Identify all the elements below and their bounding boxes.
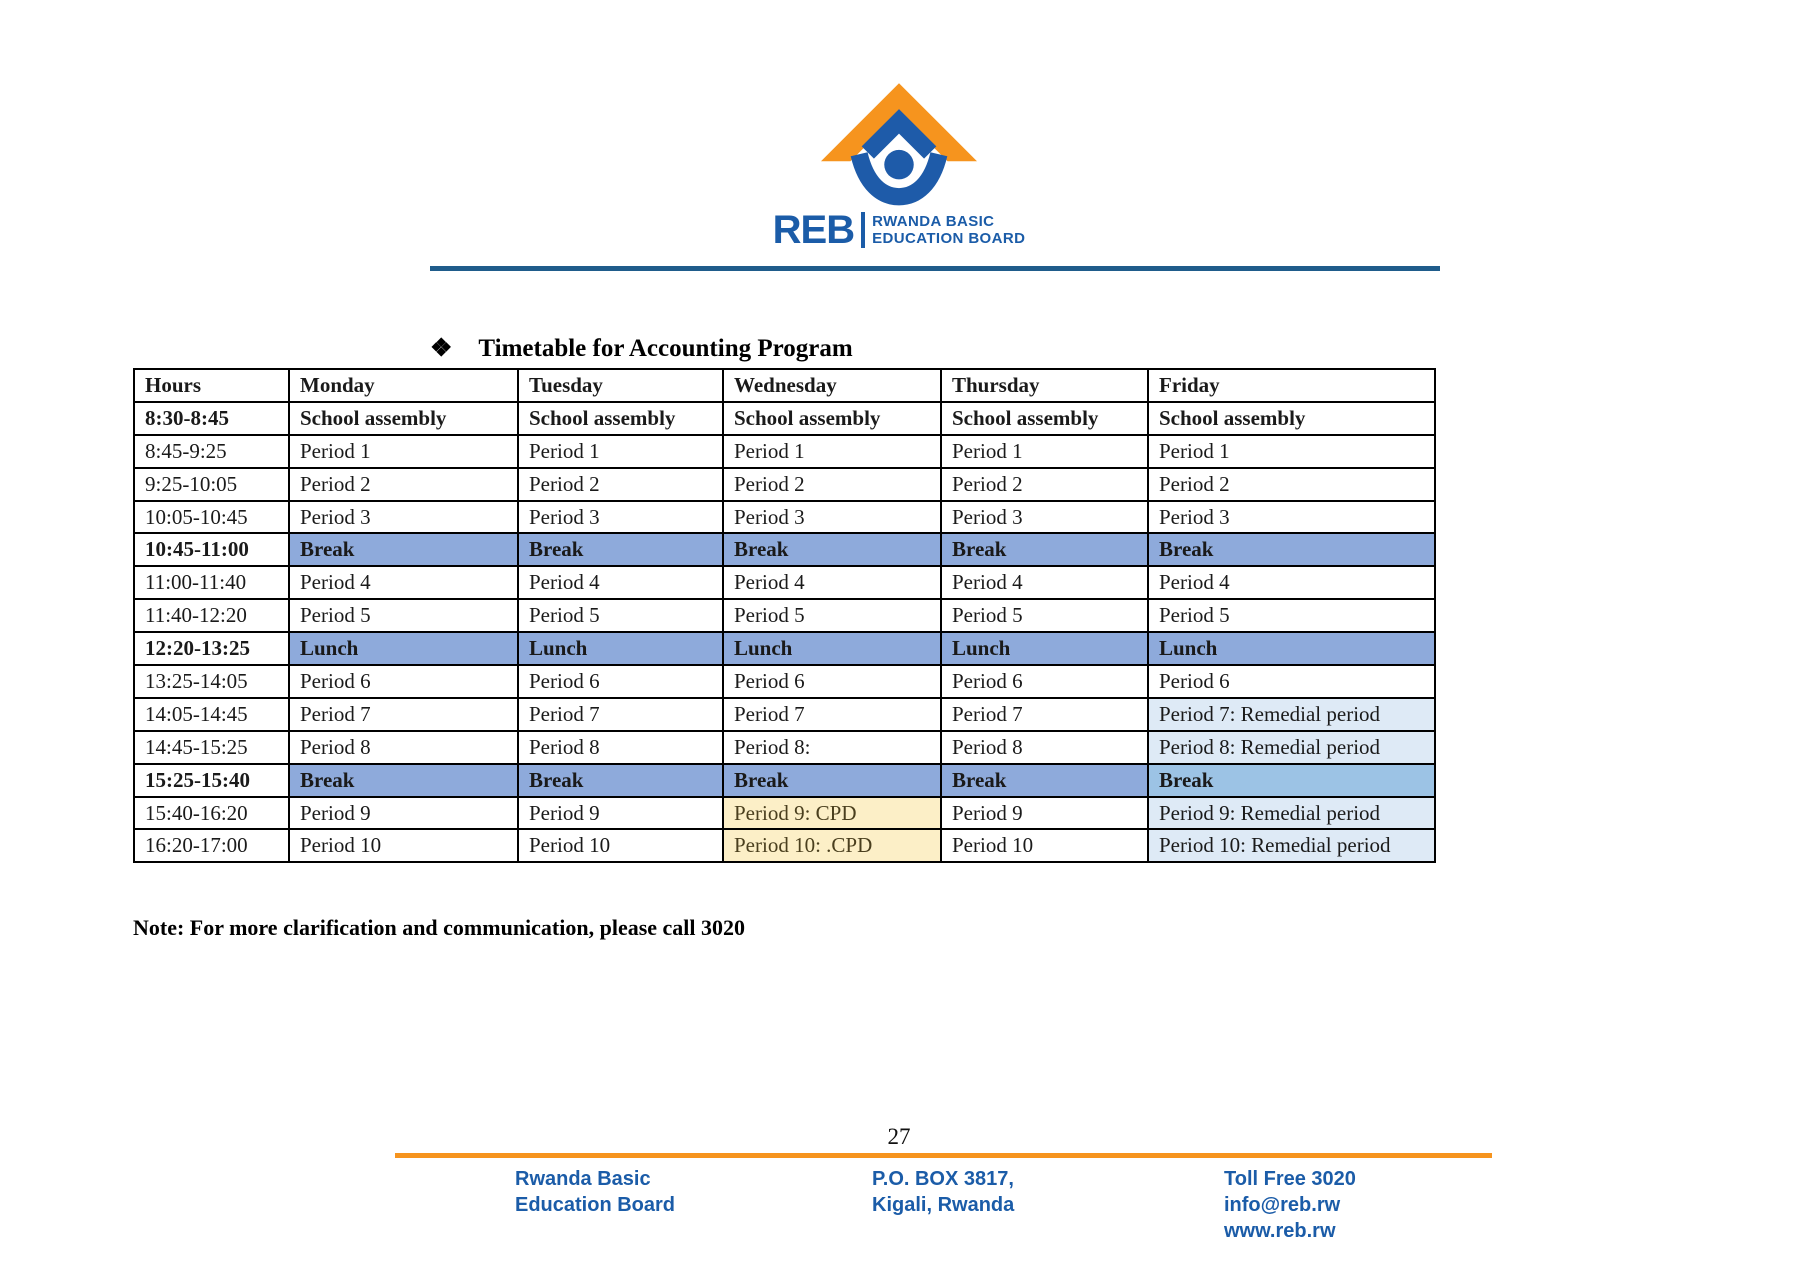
reb-logo-icon bbox=[801, 78, 997, 208]
day-cell: Period 5 bbox=[1148, 599, 1435, 632]
day-cell: Period 3 bbox=[289, 501, 518, 534]
day-cell: Lunch bbox=[723, 632, 941, 665]
table-row bbox=[134, 402, 1435, 435]
day-cell: Break bbox=[723, 533, 941, 566]
day-cell: Period 9 bbox=[289, 797, 518, 830]
day-cell: Period 9 bbox=[518, 797, 723, 830]
day-cell: Period 2 bbox=[1148, 468, 1435, 501]
table-row bbox=[134, 599, 1435, 632]
day-cell: Period 1 bbox=[289, 435, 518, 468]
page-number: 27 bbox=[887, 1124, 911, 1149]
day-cell: Period 5 bbox=[723, 599, 941, 632]
table-row bbox=[134, 797, 1435, 830]
day-cell: Break bbox=[518, 533, 723, 566]
day-cell: Period 4 bbox=[941, 566, 1148, 599]
footer-org-line1: Rwanda Basic bbox=[515, 1168, 651, 1190]
day-cell: Period 6 bbox=[941, 665, 1148, 698]
table-row bbox=[134, 632, 1435, 665]
hours-cell: 12:20-13:25 bbox=[134, 632, 289, 665]
day-cell: Lunch bbox=[289, 632, 518, 665]
hours-cell: 8:30-8:45 bbox=[134, 402, 289, 435]
table-row bbox=[134, 698, 1435, 731]
day-cell: Period 10 bbox=[289, 829, 518, 862]
footer-address bbox=[872, 1166, 1014, 1218]
table-row bbox=[134, 764, 1435, 797]
footer-tollfree: Toll Free 3020 bbox=[1224, 1168, 1356, 1190]
table-row bbox=[134, 533, 1435, 566]
wordmark-divider bbox=[861, 212, 865, 248]
hours-cell: 14:45-15:25 bbox=[134, 731, 289, 764]
hours-cell: 10:05-10:45 bbox=[134, 501, 289, 534]
day-cell: Break bbox=[941, 764, 1148, 797]
table-row bbox=[134, 829, 1435, 862]
day-cell: Period 9: Remedial period bbox=[1148, 797, 1435, 830]
hours-cell: 15:25-15:40 bbox=[134, 764, 289, 797]
day-cell: Period 7 bbox=[723, 698, 941, 731]
hours-cell: 16:20-17:00 bbox=[134, 829, 289, 862]
day-cell: Lunch bbox=[941, 632, 1148, 665]
timetable-title bbox=[430, 333, 853, 363]
reb-logo-wordmark bbox=[773, 210, 1026, 250]
day-cell: Period 1 bbox=[723, 435, 941, 468]
day-cell: Period 8: Remedial period bbox=[1148, 731, 1435, 764]
day-cell: Period 7 bbox=[289, 698, 518, 731]
table-row bbox=[134, 731, 1435, 764]
hours-cell: 15:40-16:20 bbox=[134, 797, 289, 830]
day-cell: Period 10: Remedial period bbox=[1148, 829, 1435, 862]
brand-name-line1: RWANDA BASIC bbox=[872, 213, 995, 230]
day-cell: Period 6 bbox=[723, 665, 941, 698]
day-cell: Period 6 bbox=[289, 665, 518, 698]
day-cell: Period 10 bbox=[518, 829, 723, 862]
day-cell: Period 4 bbox=[289, 566, 518, 599]
day-cell: Period 7 bbox=[518, 698, 723, 731]
header-divider-line bbox=[430, 266, 1440, 271]
day-cell: Period 7: Remedial period bbox=[1148, 698, 1435, 731]
timetable-title-text: Timetable for Accounting Program bbox=[478, 335, 853, 362]
day-cell: Period 2 bbox=[723, 468, 941, 501]
note-text: Note: For more clarification and communication, please call 3020 bbox=[133, 915, 746, 940]
table-row bbox=[134, 566, 1435, 599]
day-cell: Period 4 bbox=[518, 566, 723, 599]
day-cell: Break bbox=[1148, 533, 1435, 566]
day-cell: Period 6 bbox=[518, 665, 723, 698]
day-cell: School assembly bbox=[941, 402, 1148, 435]
hours-cell: 13:25-14:05 bbox=[134, 665, 289, 698]
day-cell: Period 2 bbox=[289, 468, 518, 501]
day-cell: Period 9: CPD bbox=[723, 797, 941, 830]
day-cell: Break bbox=[289, 533, 518, 566]
day-cell: Break bbox=[1148, 764, 1435, 797]
day-cell: School assembly bbox=[1148, 402, 1435, 435]
hours-cell: 10:45-11:00 bbox=[134, 533, 289, 566]
footer-divider-line bbox=[395, 1153, 1492, 1158]
footer-org bbox=[515, 1166, 675, 1218]
table-row bbox=[134, 665, 1435, 698]
reb-acronym: REB bbox=[772, 208, 855, 252]
footer-website: www.reb.rw bbox=[1224, 1220, 1336, 1242]
column-header: Tuesday bbox=[518, 369, 723, 402]
timetable bbox=[133, 368, 1436, 863]
day-cell: Break bbox=[723, 764, 941, 797]
hours-cell: 14:05-14:45 bbox=[134, 698, 289, 731]
reb-logo bbox=[0, 78, 1798, 250]
day-cell: Period 1 bbox=[941, 435, 1148, 468]
day-cell: Period 2 bbox=[518, 468, 723, 501]
day-cell: Period 5 bbox=[289, 599, 518, 632]
day-cell: Period 10: .CPD bbox=[723, 829, 941, 862]
footer-address-line1: P.O. BOX 3817, bbox=[872, 1168, 1014, 1190]
day-cell: Period 1 bbox=[518, 435, 723, 468]
day-cell: Period 9 bbox=[941, 797, 1148, 830]
column-header: Hours bbox=[134, 369, 289, 402]
day-cell: Period 5 bbox=[518, 599, 723, 632]
diamond-bullet-icon: ❖ bbox=[430, 335, 453, 362]
day-cell: Period 3 bbox=[1148, 501, 1435, 534]
day-cell: Break bbox=[941, 533, 1148, 566]
table-row bbox=[134, 435, 1435, 468]
day-cell: School assembly bbox=[723, 402, 941, 435]
day-cell: Break bbox=[289, 764, 518, 797]
day-cell: Period 8 bbox=[289, 731, 518, 764]
day-cell: Period 10 bbox=[941, 829, 1148, 862]
footer-org-line2: Education Board bbox=[515, 1194, 676, 1216]
day-cell: Period 8 bbox=[941, 731, 1148, 764]
hours-cell: 8:45-9:25 bbox=[134, 435, 289, 468]
day-cell: Break bbox=[518, 764, 723, 797]
day-cell: Period 2 bbox=[941, 468, 1148, 501]
brand-name-line2: EDUCATION BOARD bbox=[872, 230, 1026, 247]
footer-email: info@reb.rw bbox=[1224, 1194, 1341, 1216]
column-header: Monday bbox=[289, 369, 518, 402]
day-cell: School assembly bbox=[518, 402, 723, 435]
day-cell: Period 3 bbox=[518, 501, 723, 534]
hours-cell: 11:40-12:20 bbox=[134, 599, 289, 632]
day-cell: Period 3 bbox=[723, 501, 941, 534]
hours-cell: 11:00-11:40 bbox=[134, 566, 289, 599]
day-cell: Period 8: bbox=[723, 731, 941, 764]
table-row bbox=[134, 501, 1435, 534]
day-cell: Period 7 bbox=[941, 698, 1148, 731]
day-cell: Period 3 bbox=[941, 501, 1148, 534]
day-cell: Period 8 bbox=[518, 731, 723, 764]
day-cell: Lunch bbox=[1148, 632, 1435, 665]
day-cell: Period 1 bbox=[1148, 435, 1435, 468]
day-cell: Period 5 bbox=[941, 599, 1148, 632]
day-cell: Period 4 bbox=[1148, 566, 1435, 599]
footer-contact bbox=[1224, 1166, 1356, 1244]
hours-cell: 9:25-10:05 bbox=[134, 468, 289, 501]
column-header: Thursday bbox=[941, 369, 1148, 402]
day-cell: Period 4 bbox=[723, 566, 941, 599]
table-row bbox=[134, 468, 1435, 501]
column-header: Friday bbox=[1148, 369, 1435, 402]
day-cell: School assembly bbox=[289, 402, 518, 435]
day-cell: Lunch bbox=[518, 632, 723, 665]
footer-address-line2: Kigali, Rwanda bbox=[872, 1194, 1015, 1216]
day-cell: Period 6 bbox=[1148, 665, 1435, 698]
column-header: Wednesday bbox=[723, 369, 941, 402]
table-header-row bbox=[134, 369, 1435, 402]
